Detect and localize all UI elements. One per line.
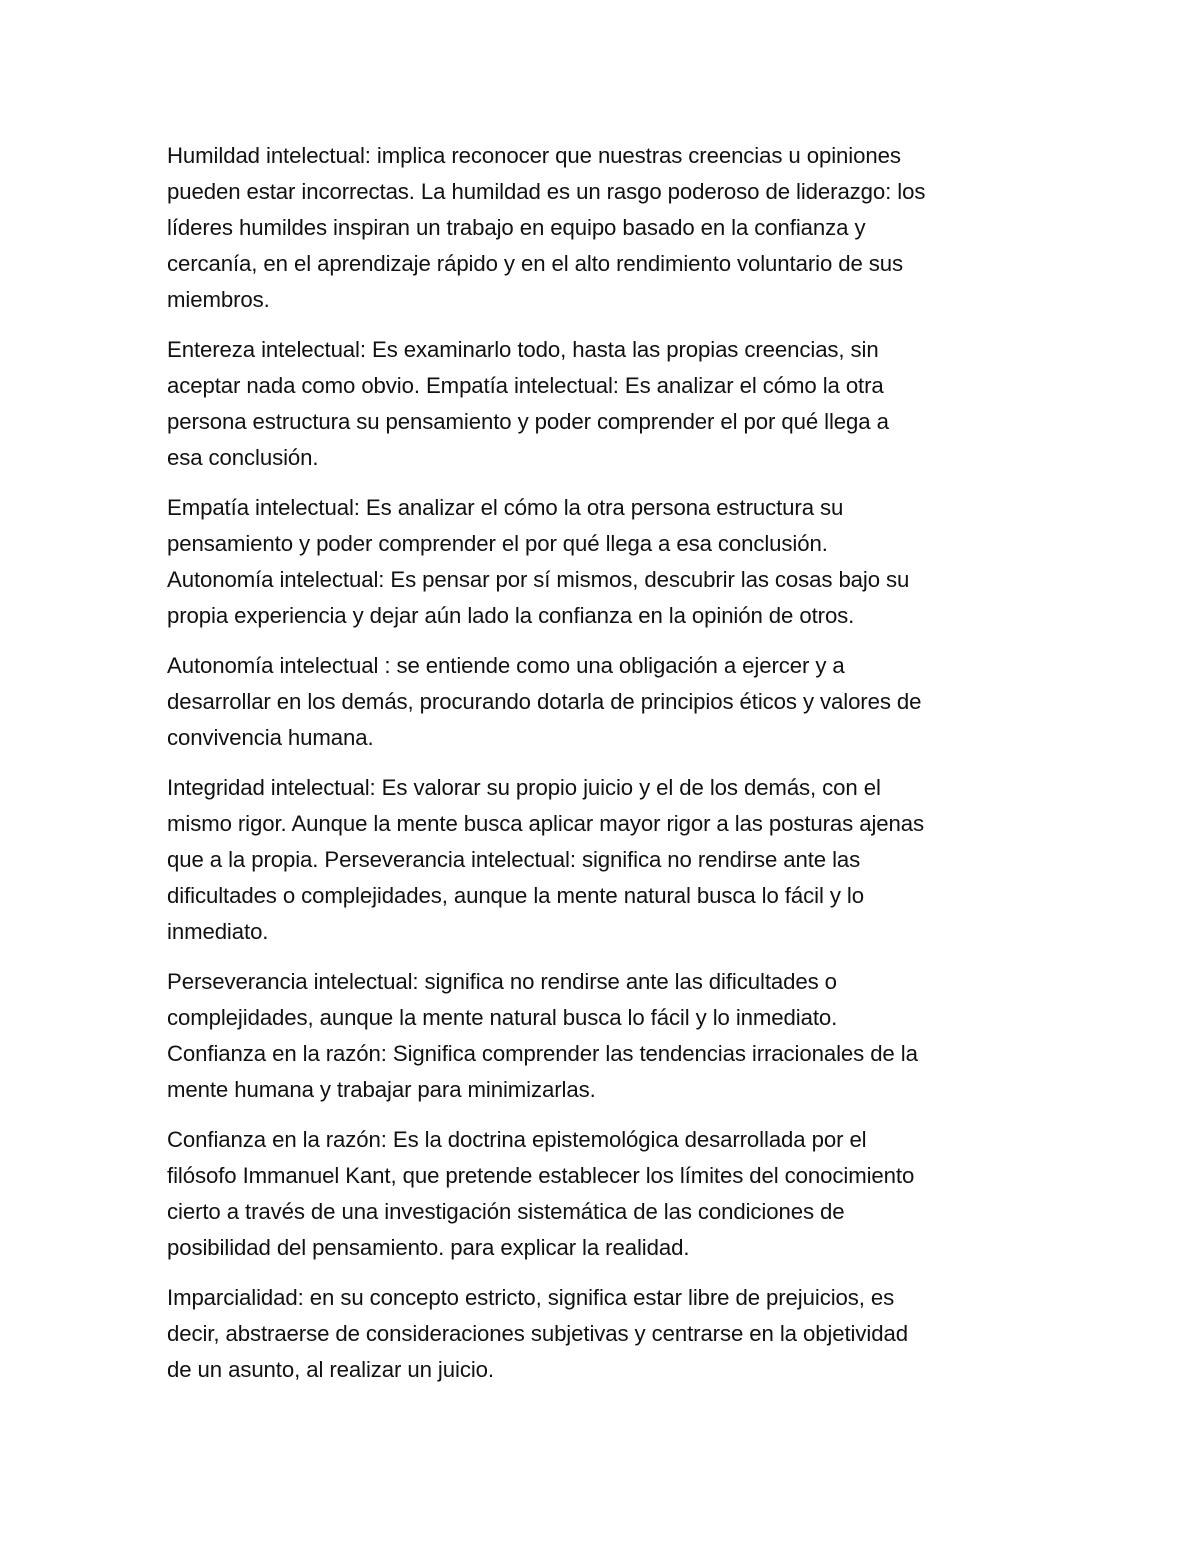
paragraph-autonomia-intelectual: Autonomía intelectual : se entiende como una obligación a ejercer y a desarrollar en los demás, procurando dotarla de principios éticos y valores de convivencia humana. [167, 653, 922, 750]
paragraph-confianza-en-la-razon: Confianza en la razón: Es la doctrina epistemológica desarrollada por el filósofo Immanuel Kant, que pretende establecer los límites del conocimiento cierto a través de una investigación sistemática de las condiciones de posibilidad del pensamiento. para explicar la realidad. [167, 1127, 915, 1260]
paragraph-humildad-intelectual: Humildad intelectual: implica reconocer que nuestras creencias u opiniones pueden estar incorrectas. La humildad es un rasgo poderoso de liderazgo: los líderes humildes inspiran un trabajo en equipo basado en la confianza y cercanía, en el aprendizaje rápido y en el alto rendimiento voluntario de sus miembros. [167, 143, 926, 312]
paragraph-imparcialidad: Imparcialidad: en su concepto estricto, significa estar libre de prejuicios, es decir, abstraerse de consideraciones subjetivas y centrarse en la objetividad de un asunto, al realizar un juicio. [167, 1285, 908, 1382]
paragraph-integridad-intelectual: Integridad intelectual: Es valorar su propio juicio y el de los demás, con el mismo rigor. Aunque la mente busca aplicar mayor rigor a las posturas ajenas que a la propia. Perseverancia intelectual: significa no rendirse ante las dificultades o complejidades, aunque la mente natural busca lo fácil y lo inmediato. [167, 775, 925, 944]
paragraph-entereza-intelectual: Entereza intelectual: Es examinarlo todo, hasta las propias creencias, sin aceptar nada como obvio. Empatía intelectual: Es analizar el cómo la otra persona estructura su pensamiento y poder comprender el por qué llega a esa conclusión. [167, 337, 889, 470]
document-body [167, 138, 1039, 1402]
paragraph-perseverancia-intelectual: Perseverancia intelectual: significa no rendirse ante las dificultades o complejidades, aunque la mente natural busca lo fácil y lo inmediato. Confianza en la razón: Significa comprender las tendencias irracionales de la mente humana y trabajar para minimizarlas. [167, 969, 918, 1102]
paragraph-empatia-intelectual: Empatía intelectual: Es analizar el cómo la otra persona estructura su pensamiento y poder comprender el por qué llega a esa conclusión. Autonomía intelectual: Es pensar por sí mismos, descubrir las cosas bajo su propia experiencia y dejar aún lado la confianza en la opinión de otros. [167, 495, 910, 628]
